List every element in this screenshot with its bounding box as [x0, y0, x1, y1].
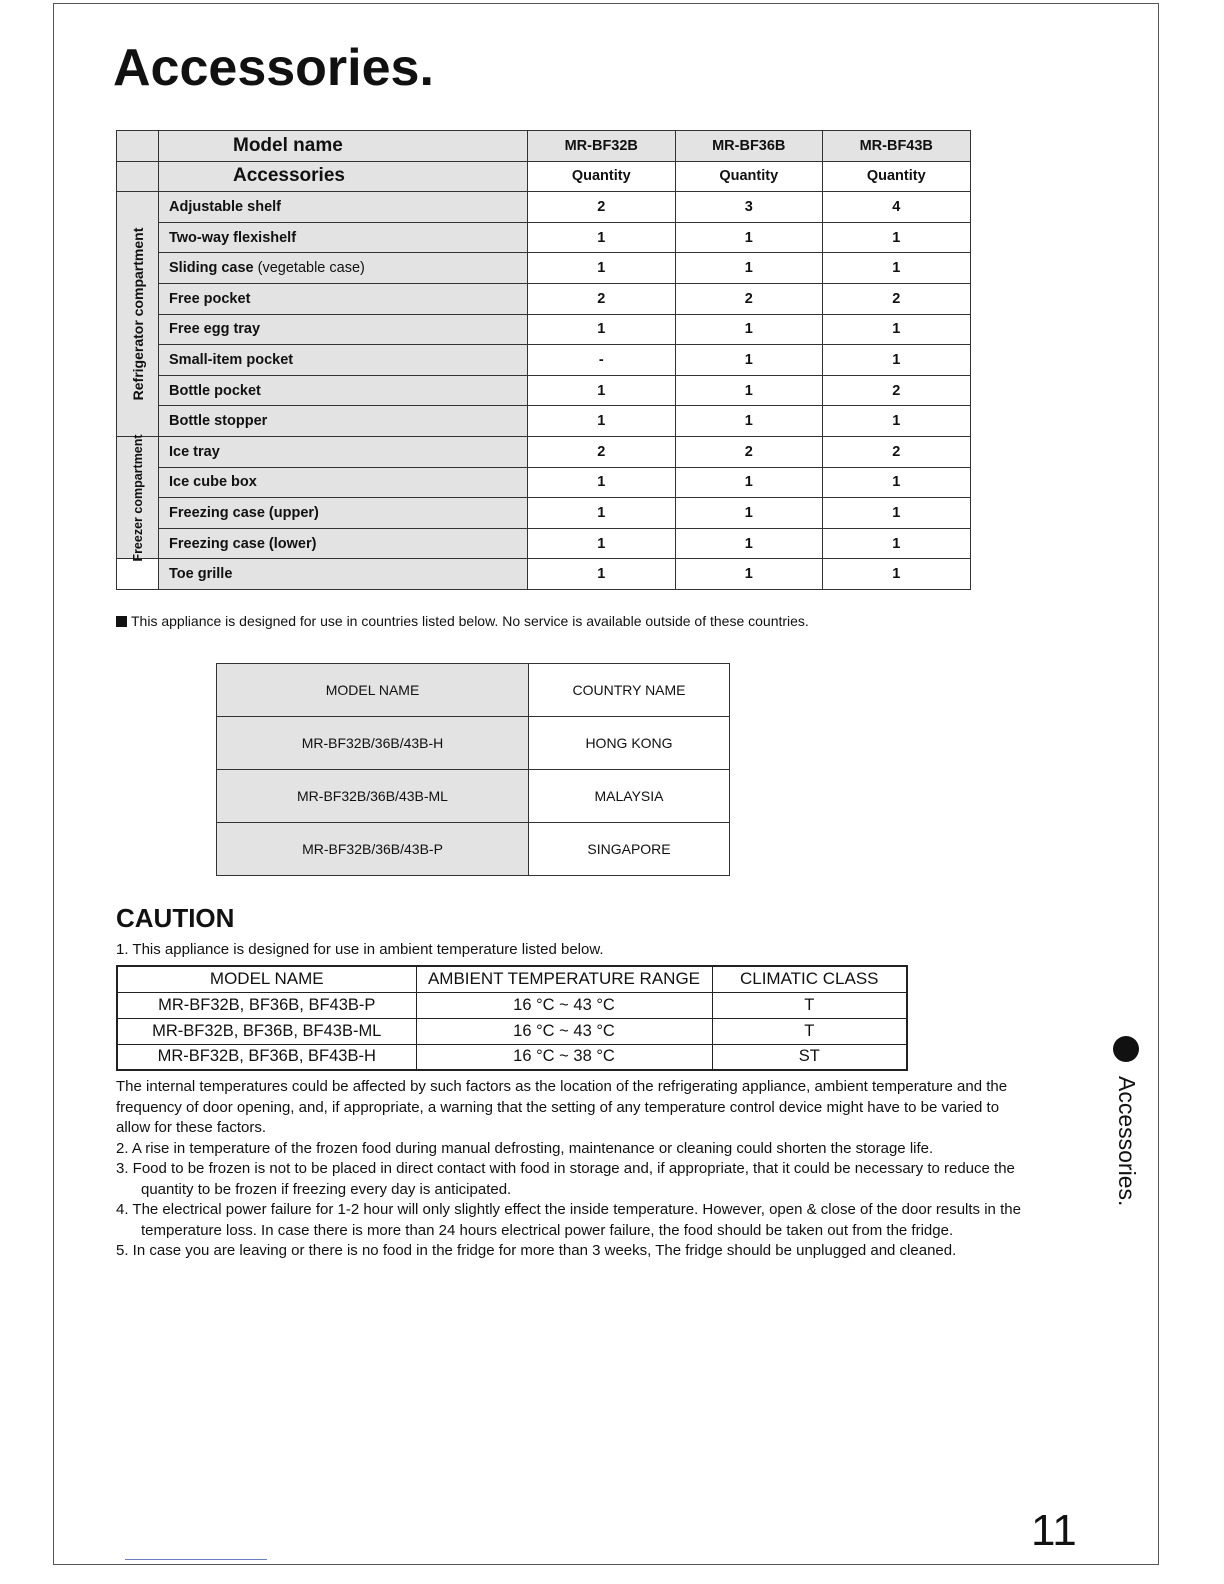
quantity-cell: 1	[675, 559, 823, 590]
quantity-cell: 1	[675, 498, 823, 529]
quantity-cell: 1	[823, 528, 971, 559]
climatic-header: AMBIENT TEMPERATURE RANGE	[416, 966, 712, 992]
caution-item: 3. Food to be frozen is not to be placed in direct contact with food in storage and, if appropriate, that it could be necessary to reduce the quantity to be frozen if freezing every day is anticipated.	[116, 1160, 1015, 1198]
country-name-cell: HONG KONG	[529, 717, 730, 770]
quantity-cell: 1	[675, 345, 823, 376]
service-note: This appliance is designed for use in countries listed below. No service is available outside of these countries.	[116, 613, 809, 629]
quantity-cell: 1	[823, 314, 971, 345]
page-number: 11	[1031, 1506, 1077, 1555]
quantity-cell: 1	[528, 314, 676, 345]
quantity-cell: 1	[528, 406, 676, 437]
quantity-cell: 1	[823, 467, 971, 498]
caution-item: 4. The electrical power failure for 1-2 hour will only slightly effect the inside temperature. However, open & close of the door results in the temperature loss. In case there is more than 24 hours electrical power failure, the food should be taken out from the fridge.	[116, 1201, 1021, 1239]
country-table	[216, 663, 730, 876]
country-name-cell: SINGAPORE	[529, 823, 730, 876]
corner-cell	[117, 161, 159, 192]
quantity-cell: 1	[823, 559, 971, 590]
climatic-model-cell: MR-BF32B, BF36B, BF43B-ML	[117, 1018, 416, 1044]
caution-body	[116, 1077, 1036, 1262]
quantity-cell: 1	[528, 222, 676, 253]
model-header: MR-BF43B	[823, 131, 971, 162]
climatic-temp-cell: 16 °C ~ 43 °C	[416, 1018, 712, 1044]
header-model-name: Model name	[159, 131, 528, 162]
accessory-name: Ice cube box	[159, 467, 528, 498]
model-header: MR-BF36B	[675, 131, 823, 162]
accessory-name: Bottle stopper	[159, 406, 528, 437]
accessory-name: Bottle pocket	[159, 375, 528, 406]
quantity-cell: 1	[675, 528, 823, 559]
country-model-cell: MR-BF32B/36B/43B-H	[217, 717, 529, 770]
country-model-cell: MR-BF32B/36B/43B-ML	[217, 770, 529, 823]
accessory-name: Adjustable shelf	[159, 192, 528, 223]
quantity-cell: 1	[675, 406, 823, 437]
page-title: Accessories.	[113, 39, 434, 97]
quantity-cell: 1	[675, 222, 823, 253]
square-bullet-icon	[116, 616, 127, 627]
quantity-cell: 1	[528, 467, 676, 498]
country-model-cell: MR-BF32B/36B/43B-P	[217, 823, 529, 876]
accessory-name: Freezing case (lower)	[159, 528, 528, 559]
header-accessories: Accessories	[159, 161, 528, 192]
accessories-table	[116, 130, 971, 590]
footer-line	[125, 1559, 267, 1560]
quantity-cell: 1	[528, 528, 676, 559]
quantity-header: Quantity	[823, 161, 971, 192]
section-dot-icon	[1113, 1036, 1139, 1062]
quantity-cell: 3	[675, 192, 823, 223]
climatic-table	[116, 965, 908, 1071]
accessory-name: Small-item pocket	[159, 345, 528, 376]
accessory-name: Ice tray	[159, 436, 528, 467]
quantity-cell: 1	[823, 345, 971, 376]
country-table-header-country: COUNTRY NAME	[529, 664, 730, 717]
quantity-cell: 2	[675, 436, 823, 467]
climatic-temp-cell: 16 °C ~ 38 °C	[416, 1044, 712, 1070]
accessory-name: Free egg tray	[159, 314, 528, 345]
quantity-cell: 1	[675, 467, 823, 498]
freezer-group-cell	[117, 434, 159, 562]
quantity-cell: 2	[675, 283, 823, 314]
caution-item: 2. A rise in temperature of the frozen food during manual defrosting, maintenance or cleaning could shorten the storage life.	[116, 1139, 934, 1157]
caution-heading: CAUTION	[116, 903, 235, 933]
country-name-cell: MALAYSIA	[529, 770, 730, 823]
accessory-note: (vegetable case)	[257, 260, 365, 277]
quantity-header: Quantity	[675, 161, 823, 192]
country-table-header-model: MODEL NAME	[217, 664, 529, 717]
freezer-group-label: Freezer compartment	[130, 434, 145, 562]
climatic-header: MODEL NAME	[117, 966, 416, 992]
quantity-cell: 2	[823, 283, 971, 314]
quantity-cell: 2	[823, 375, 971, 406]
quantity-cell: 1	[675, 314, 823, 345]
climatic-header: CLIMATIC CLASS	[712, 966, 907, 992]
quantity-cell: 1	[823, 498, 971, 529]
climatic-model-cell: MR-BF32B, BF36B, BF43B-P	[117, 992, 416, 1018]
quantity-cell: 2	[528, 192, 676, 223]
refrigerator-group-cell	[117, 192, 159, 437]
climatic-temp-cell: 16 °C ~ 43 °C	[416, 992, 712, 1018]
accessory-name: Free pocket	[159, 283, 528, 314]
quantity-cell: 2	[528, 436, 676, 467]
caution-paragraph: The internal temperatures could be affected by such factors as the location of the refrigerating appliance, ambient temperature and the frequency of door opening, and, if appropriate, a warning that the setting of any temperature control device might have to be varied to allow for these factors.	[116, 1078, 1008, 1136]
quantity-cell: -	[528, 345, 676, 376]
quantity-cell: 1	[528, 498, 676, 529]
caution-intro: 1. This appliance is designed for use in ambient temperature listed below.	[116, 941, 604, 958]
climatic-model-cell: MR-BF32B, BF36B, BF43B-H	[117, 1044, 416, 1070]
quantity-cell: 1	[675, 253, 823, 284]
quantity-cell: 1	[823, 222, 971, 253]
climatic-class-cell: ST	[712, 1044, 907, 1070]
climatic-class-cell: T	[712, 1018, 907, 1044]
quantity-cell: 1	[528, 559, 676, 590]
corner-cell	[117, 131, 159, 162]
accessory-name: Freezing case (upper)	[159, 498, 528, 529]
accessory-name: Two-way flexishelf	[159, 222, 528, 253]
accessory-name: Toe grille	[159, 559, 528, 590]
empty-group-cell	[117, 559, 159, 590]
quantity-cell: 2	[823, 436, 971, 467]
quantity-cell: 1	[823, 406, 971, 437]
quantity-cell: 1	[528, 253, 676, 284]
quantity-cell: 1	[528, 375, 676, 406]
caution-item: 5. In case you are leaving or there is no food in the fridge for more than 3 weeks, The fridge should be unplugged and cleaned.	[116, 1242, 957, 1259]
quantity-cell: 1	[675, 375, 823, 406]
climatic-class-cell: T	[712, 992, 907, 1018]
side-tab-label: Accessories.	[1114, 1076, 1140, 1207]
quantity-cell: 1	[823, 253, 971, 284]
quantity-header: Quantity	[528, 161, 676, 192]
quantity-cell: 4	[823, 192, 971, 223]
quantity-cell: 2	[528, 283, 676, 314]
accessory-name: Sliding case (vegetable case)	[159, 253, 528, 284]
refrigerator-group-label: Refrigerator compartment	[129, 227, 146, 401]
model-header: MR-BF32B	[528, 131, 676, 162]
